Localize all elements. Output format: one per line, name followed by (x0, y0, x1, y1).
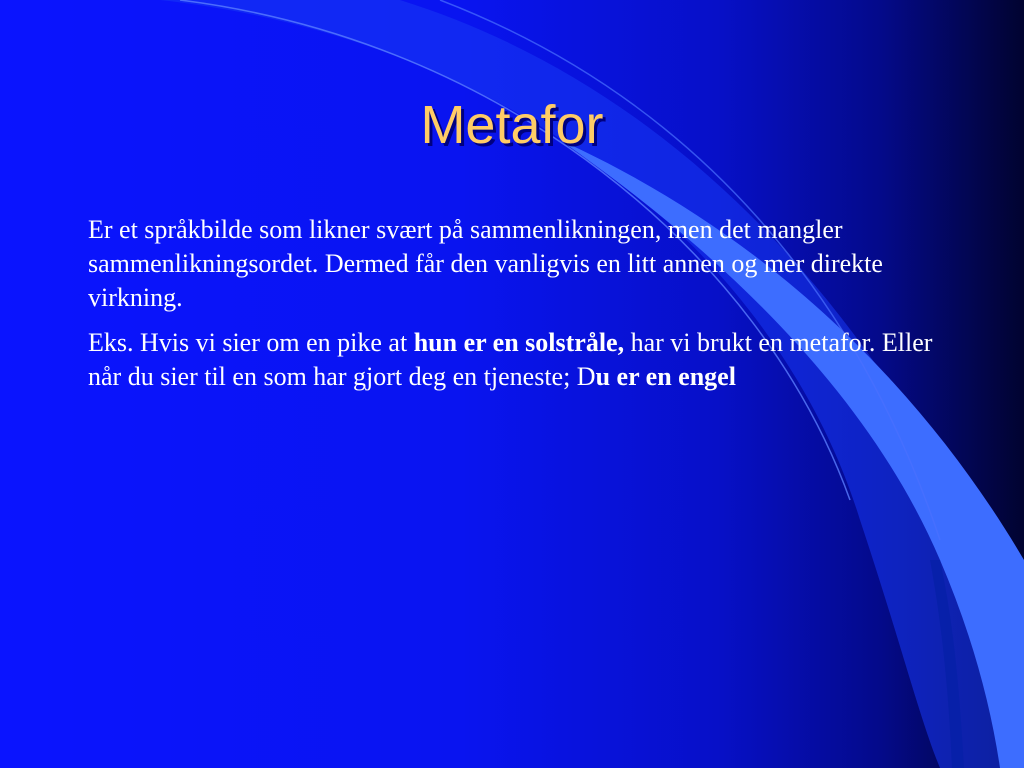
slide-title: Metafor (420, 95, 604, 155)
example-text-start: Eks. Hvis vi sier om en pike at (88, 328, 414, 358)
paragraph-example (88, 326, 938, 394)
paragraph-definition: Er et språkbilde som likner svært på sammenlikningen, men det mangler sammenlikningsordet. Dermed får den vanligvis en litt annen og mer direkte virkning. (88, 215, 883, 312)
example-bold-phrase-1: hun er en solstråle, (413, 328, 625, 358)
slide-body (88, 213, 938, 406)
example-bold-phrase-2: u er en engel (595, 362, 736, 392)
example-text-middle: har vi brukt en metafor. Eller når du sier til en som har gjort deg en tjeneste; D (88, 328, 933, 392)
